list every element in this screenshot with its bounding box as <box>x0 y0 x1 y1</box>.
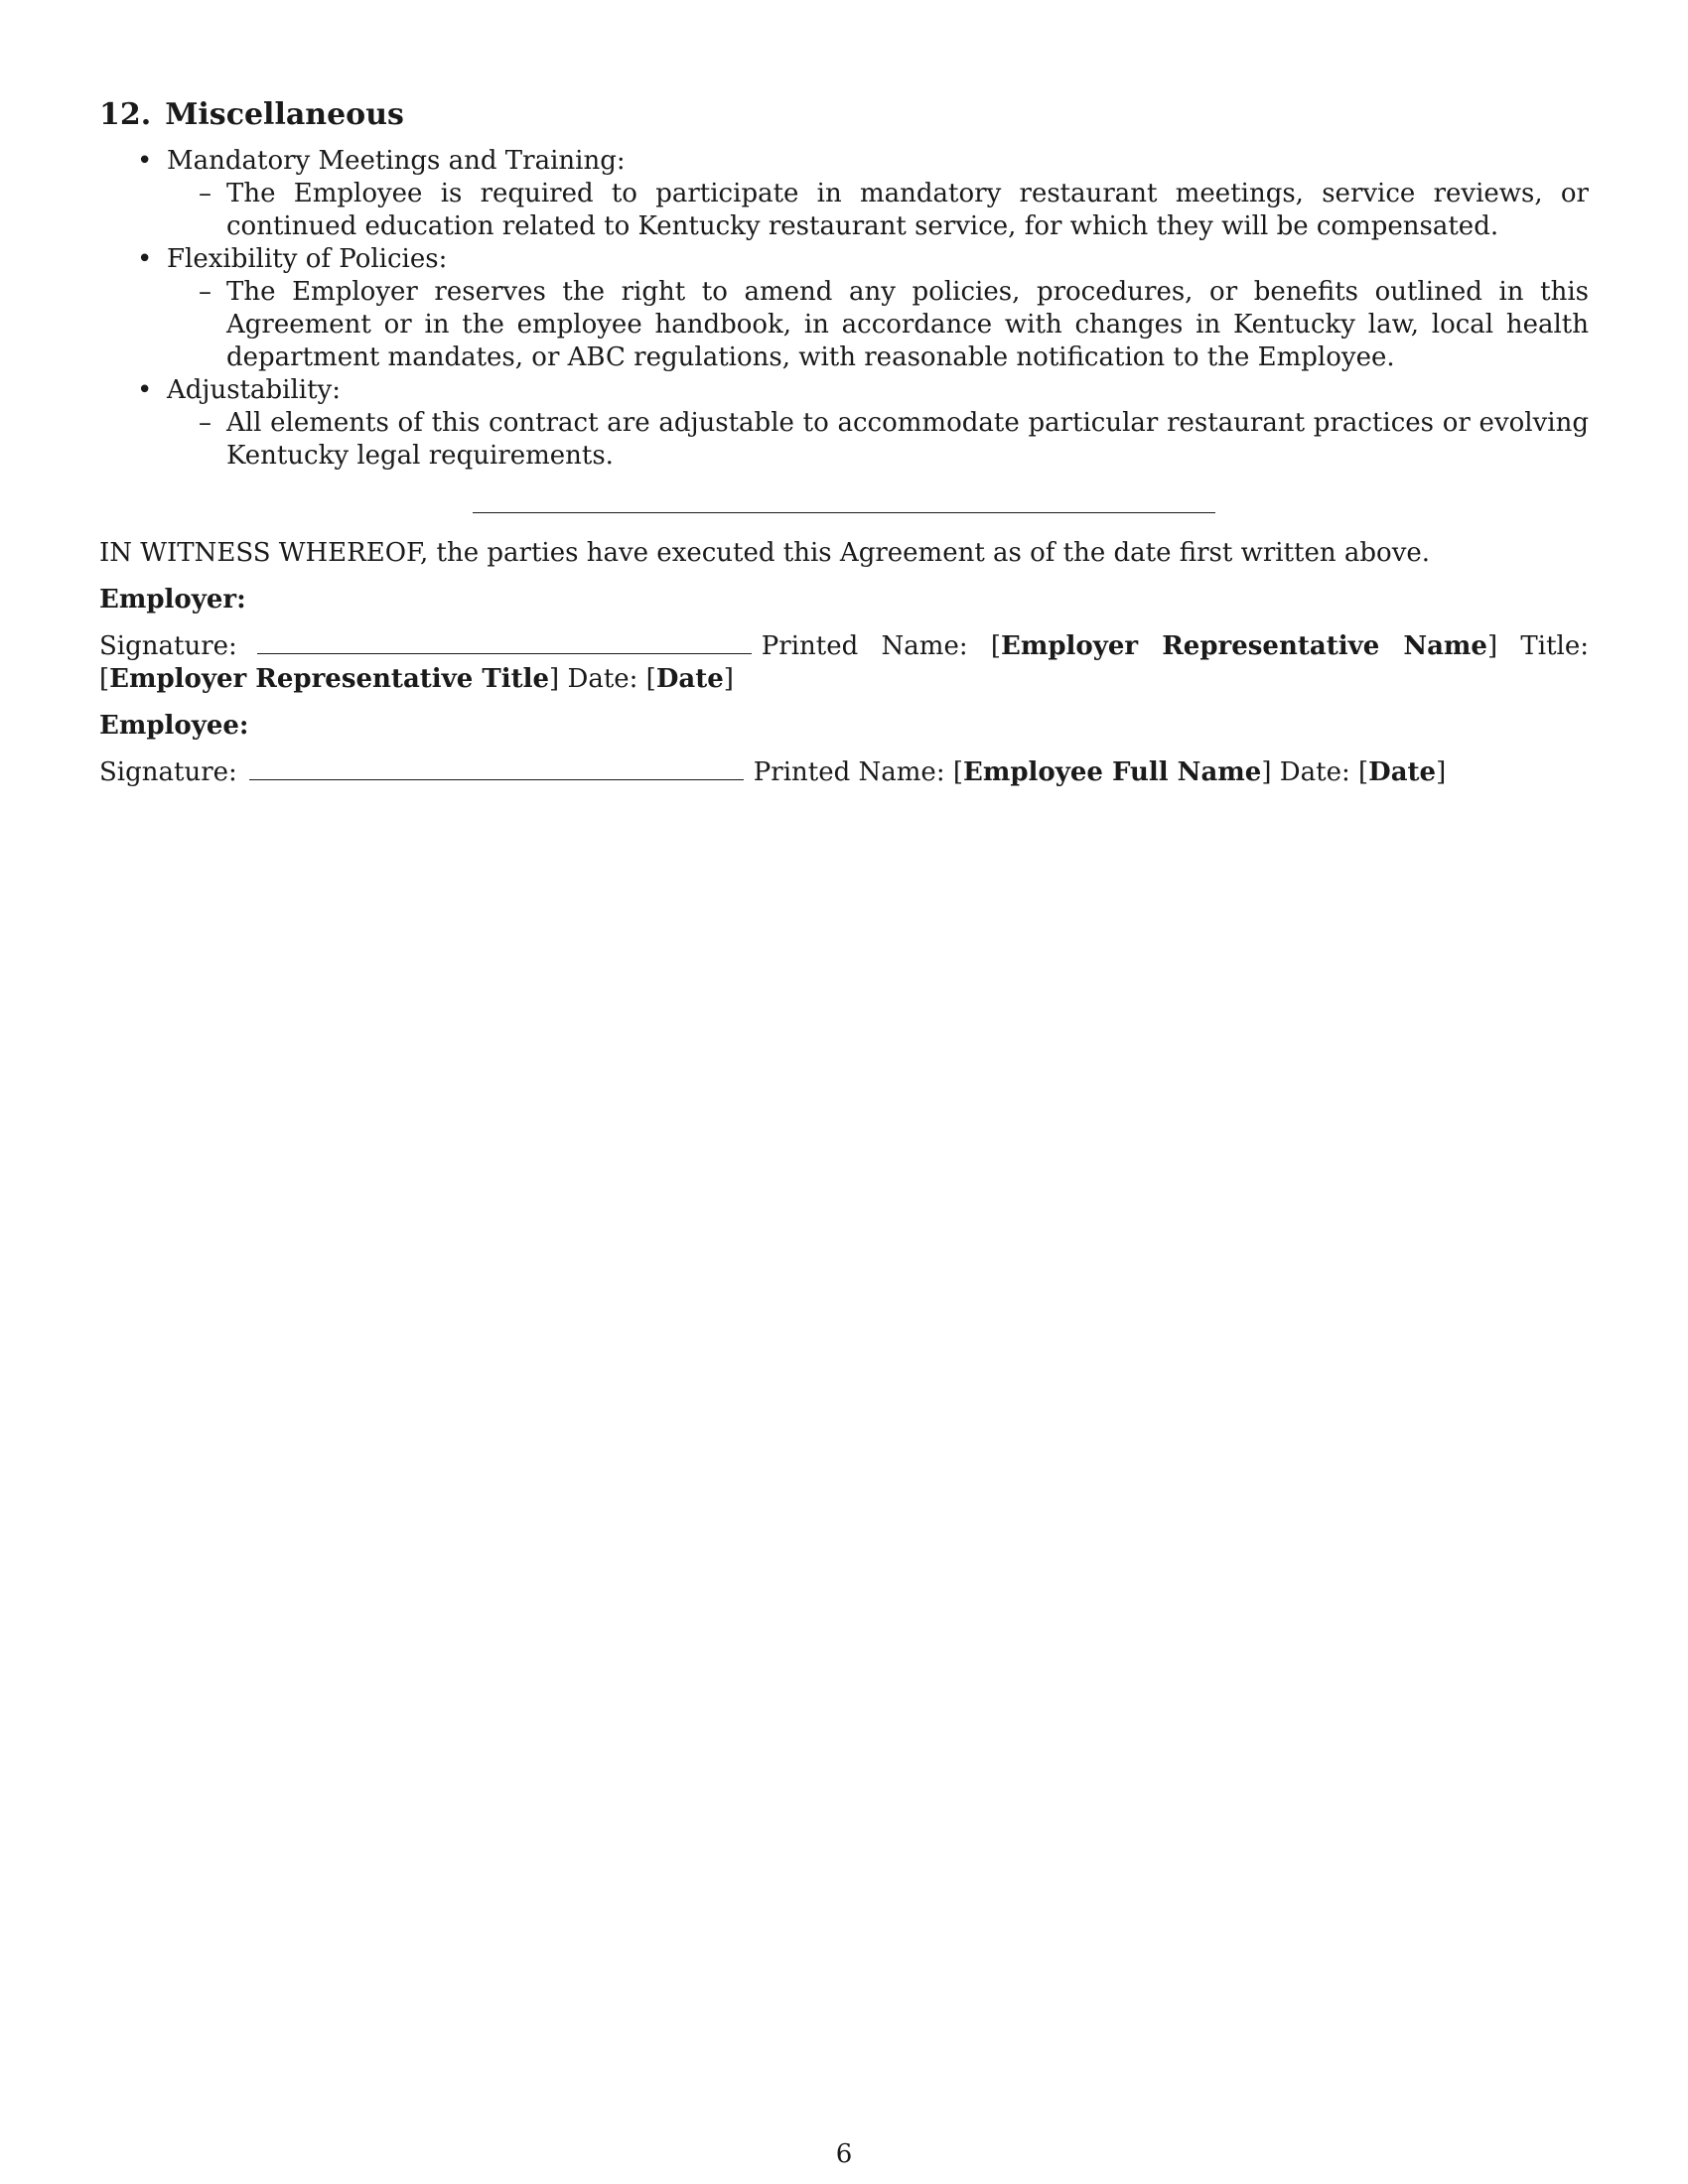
horizontal-divider <box>473 512 1215 513</box>
employee-date-label: Date: <box>1279 757 1350 787</box>
bullet-icon: • <box>137 375 153 405</box>
section-number: 12. <box>99 97 152 132</box>
item-detail: The Employee is required to participate in mandatory restaurant meetings, service reviews, or continued education related to Kentucky restaurant service, for which they will be compensated. <box>226 179 1589 241</box>
sub-list-item <box>167 178 1589 243</box>
section-heading <box>99 95 1589 135</box>
employee-printed-name-value: Employee Full Name <box>963 757 1262 787</box>
item-detail: All elements of this contract are adjustable to accommodate particular restaurant practices or evolving Kentucky legal requirements. <box>226 408 1589 471</box>
employee-signature-block: Signature: Printed Name: [Employee Full Name] Date: [Date] <box>99 757 1447 787</box>
employee-signature-line[interactable] <box>249 757 744 780</box>
page-number: 6 <box>835 2139 853 2169</box>
item-label: Mandatory Meetings and Training: <box>167 146 626 176</box>
bullet-icon: • <box>137 244 153 274</box>
employer-printed-name-value: Employer Representative Name <box>1001 631 1487 661</box>
employer-printed-name-label: Printed Name: <box>761 631 968 661</box>
item-detail: The Employer reserves the right to amend any policies, procedures, or benefits outlined in this Agreement or in the employee handbook, in accordance with changes in Kentucky law, local health department mandates, or ABC regulations, with reasonable notification to the Employee. <box>226 277 1589 372</box>
list-item <box>99 145 1589 243</box>
employer-signature-block: Signature: Printed Name: [Employer Representative Name] Title: [Employer Representative Title] Date: [Date] <box>99 631 1589 694</box>
list-item <box>99 243 1589 374</box>
bullet-icon: • <box>137 146 153 176</box>
sub-list-item <box>167 276 1589 374</box>
employer-title-value: Employer Representative Title <box>109 664 550 694</box>
employer-date-value: Date <box>655 664 724 694</box>
employer-title-label: Title: <box>1520 631 1589 661</box>
dash-icon: – <box>199 179 211 208</box>
sub-list <box>167 178 1589 243</box>
employee-date-value: Date <box>1368 757 1437 787</box>
item-label: Flexibility of Policies: <box>167 244 448 274</box>
section-item-list <box>99 145 1589 473</box>
document-body <box>99 95 1589 803</box>
sub-list-item <box>167 407 1589 473</box>
section-title: Miscellaneous <box>165 97 404 132</box>
dash-icon: – <box>199 408 211 438</box>
employee-label: Employee: <box>99 711 249 741</box>
employer-signature-line[interactable] <box>257 631 752 654</box>
sub-list <box>167 276 1589 374</box>
dash-icon: – <box>199 277 211 307</box>
employee-signature-label: Signature: <box>99 757 237 787</box>
list-item <box>99 374 1589 473</box>
employer-label: Employer: <box>99 585 246 614</box>
employer-signature-label: Signature: <box>99 631 237 661</box>
witness-statement: IN WITNESS WHEREOF, the parties have executed this Agreement as of the date first written above. <box>99 538 1431 568</box>
employee-printed-name-label: Printed Name: <box>753 757 945 787</box>
employer-date-label: Date: <box>567 664 638 694</box>
item-label: Adjustability: <box>167 375 342 405</box>
sub-list <box>167 407 1589 473</box>
